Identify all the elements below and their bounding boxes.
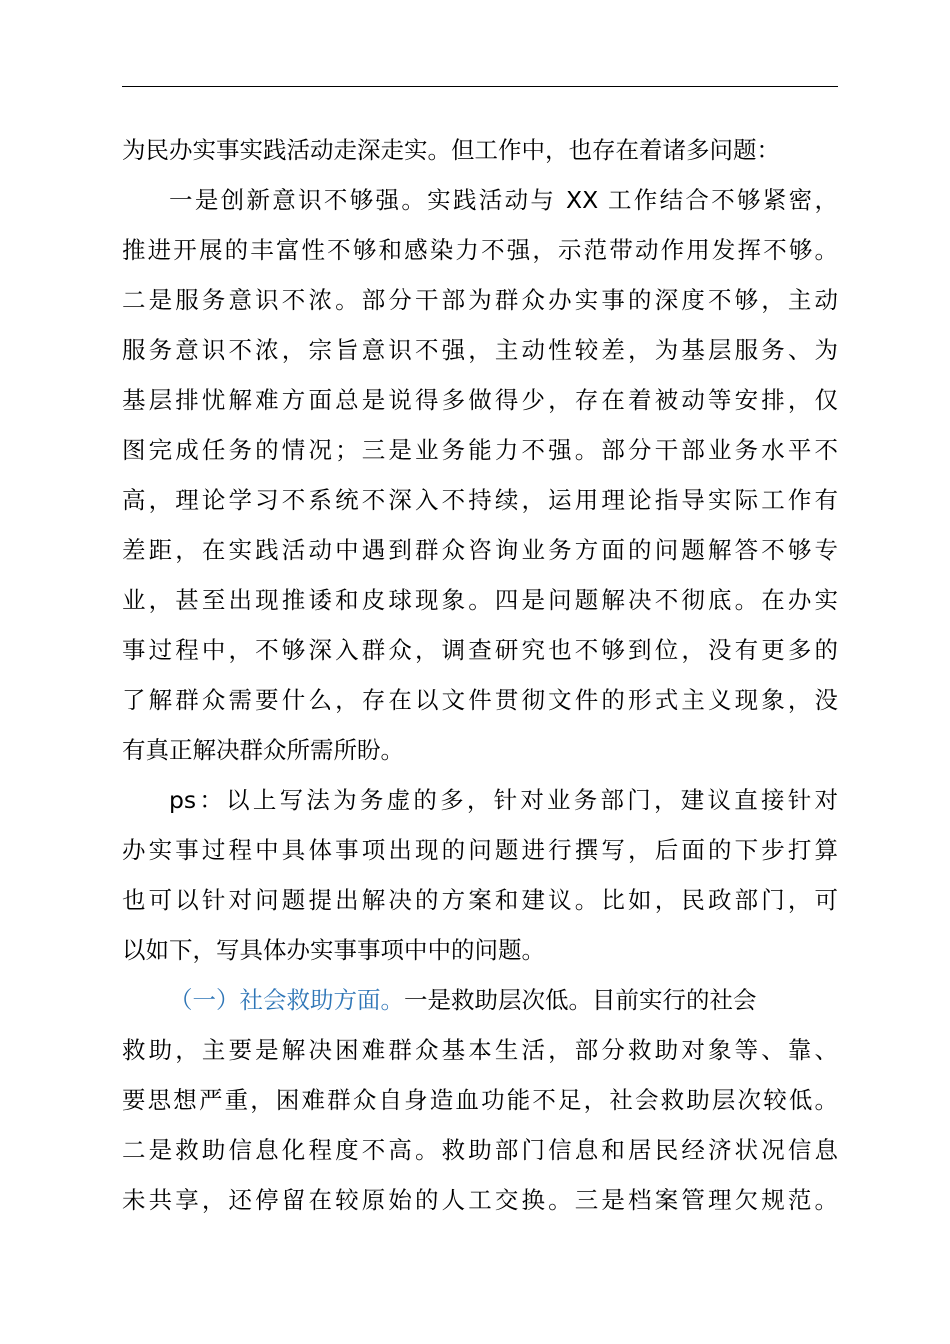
text-line: 二是救助信息化程度不高。救助部门信息和居民经济状况信息	[122, 1136, 838, 1164]
text-line: 一是创新意识不够强。实践活动与 XX 工作结合不够紧密，	[169, 186, 838, 214]
text-line: 差距，在实践活动中遇到群众咨询业务方面的问题解答不够专	[122, 536, 838, 564]
text-line: 办实事过程中具体事项出现的问题进行撰写，后面的下步打算	[122, 836, 838, 864]
text-run: 一是救助层次低。目前实行的社会	[404, 986, 757, 1014]
text-line: 事过程中，不够深入群众，调查研究也不够到位，没有更多的	[122, 636, 838, 664]
text-line: 也可以针对问题提出解决的方案和建议。比如，民政部门，可	[122, 886, 838, 914]
text-line: 要思想严重，困难群众自身造血功能不足，社会救助层次较低。	[122, 1086, 838, 1114]
text-line: 为民办实事实践活动走深走实。但工作中，也存在着诸多问题：	[122, 136, 780, 164]
text-line: 业，甚至出现推诿和皮球现象。四是问题解决不彻底。在办实	[122, 586, 838, 614]
text-line: 二是服务意识不浓。部分干部为群众办实事的深度不够，主动	[122, 286, 838, 314]
text-line: 服务意识不浓，宗旨意识不强，主动性较差，为基层服务、为	[122, 336, 838, 364]
text-line: 图完成任务的情况；三是业务能力不强。部分干部业务水平不	[122, 436, 838, 464]
text-line: 推进开展的丰富性不够和感染力不强，示范带动作用发挥不够。	[122, 236, 838, 264]
document-body	[122, 125, 838, 1225]
text-line: 高，理论学习不系统不深入不持续，运用理论指导实际工作有	[122, 486, 838, 514]
header-rule	[122, 86, 838, 87]
text-line: 以如下，写具体办实事事项中中的问题。	[122, 936, 545, 964]
text-line	[122, 975, 838, 1025]
text-line: 有真正解决群众所需所盼。	[122, 736, 404, 764]
text-line: ps：以上写法为务虚的多，针对业务部门，建议直接针对	[169, 786, 838, 814]
text-line: 未共享，还停留在较原始的人工交换。三是档案管理欠规范。	[122, 1186, 838, 1214]
text-line: 了解群众需要什么，存在以文件贯彻文件的形式主义现象，没	[122, 686, 838, 714]
section-heading: （一）社会救助方面。	[169, 986, 404, 1014]
text-line: 基层排忧解难方面总是说得多做得少，存在着被动等安排，仅	[122, 386, 838, 414]
text-line: 救助，主要是解决困难群众基本生活，部分救助对象等、靠、	[122, 1036, 838, 1064]
